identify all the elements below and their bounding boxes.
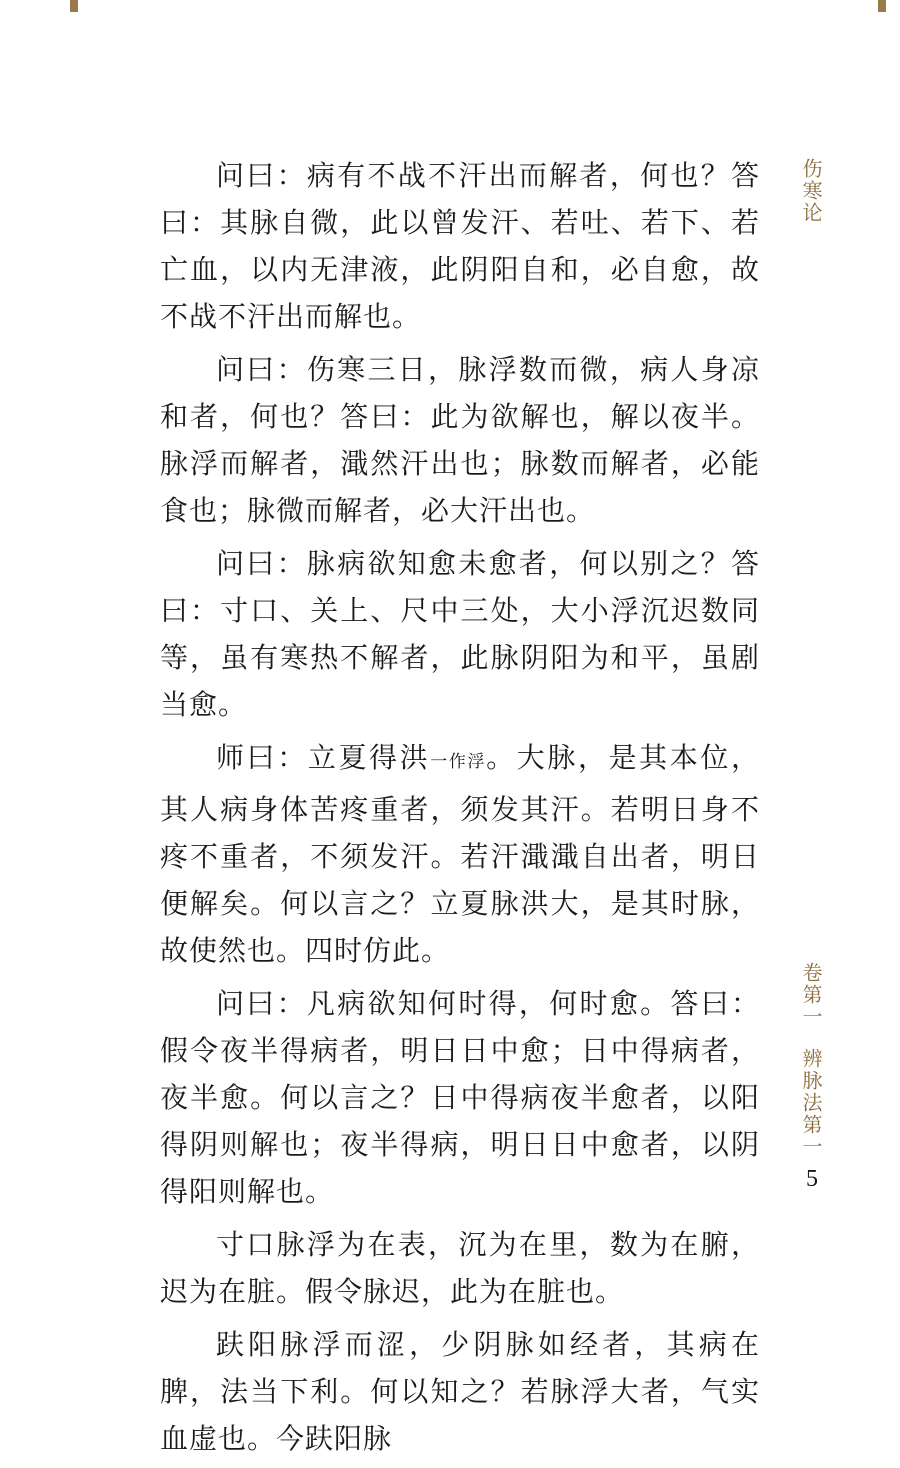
paragraph-7: 趺阳脉浮而涩，少阴脉如经者，其病在脾，法当下利。何以知之？若脉浮大者，气实血虚也。今趺阳脉 [160,1328,760,1455]
paragraph-1: 问曰：病有不战不汗出而解者，何也？答曰：其脉自微，此以曾发汗、若吐、若下、若亡血，以内无津液，此阴阳自和，必自愈，故不战不汗出而解也。 [160,159,760,333]
running-head-volume: 卷第一 [799,962,823,1028]
running-head-chapter: 辨脉法第一 [799,1048,823,1158]
paragraph-5: 问曰：凡病欲知何时得，何时愈。答曰：假令夜半得病者，明日日中愈；日中得病者，夜半愈。何以言之？日中得病夜半愈者，以阳得阴则解也；夜半得病，明日日中愈者，以阴得阳则解也。 [160,987,760,1208]
inline-variant-note: 一作浮 [430,752,487,772]
paragraph-6: 寸口脉浮为在表，沉为在里，数为在腑，迟为在脏。假令脉迟，此为在脏也。 [160,1228,760,1308]
running-head-book-title: 伤寒论 [799,158,823,224]
page-edge-mark-right [878,0,886,12]
paragraph-4-rest: 。大脉，是其本位，其人病身体苦疼重者，须发其汗。若明日身不疼不重者，不须发汗。若汗濈濈自出者，明日便解矣。何以言之？立夏脉洪大，是其时脉，故使然也。四时仿此。 [160,741,760,967]
paragraph-3: 问曰：脉病欲知愈未愈者，何以别之？答曰：寸口、关上、尺中三处，大小浮沉迟数同等，虽有寒热不解者，此脉阴阳为和平，虽剧当愈。 [160,547,760,721]
page-number: 5 [806,1166,818,1192]
page-edge-mark-left [70,0,78,12]
paragraph-4 [160,734,760,974]
body-text [160,152,760,1468]
paragraph-4-start: 师曰：立夏得洪 [216,741,431,774]
paragraph-2: 问曰：伤寒三日，脉浮数而微，病人身凉和者，何也？答曰：此为欲解也，解以夜半。脉浮而解者，濈然汗出也；脉数而解者，必能食也；脉微而解者，必大汗出也。 [160,353,760,527]
